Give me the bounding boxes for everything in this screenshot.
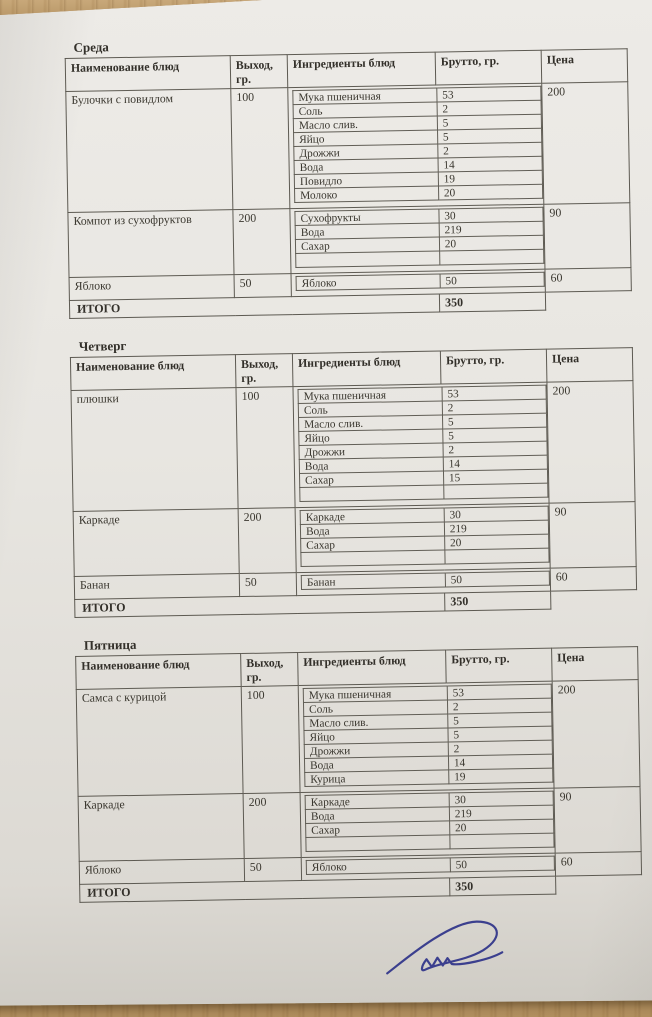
dish-name-cell: Яблоко	[79, 859, 244, 885]
ingredient-name-cell: Дрожжи	[304, 742, 448, 759]
dish-name-cell: Булочки с повидлом	[66, 89, 233, 213]
ingredient-name-cell: Яйцо	[299, 429, 443, 446]
ingredient-brutto-cell: 5	[437, 128, 541, 144]
dish-price-cell: 60	[550, 567, 636, 591]
ingredient-brutto-cell: 20	[439, 235, 543, 251]
day-title: Среда	[73, 39, 109, 55]
ingredient-row	[305, 768, 553, 786]
ingredient-name-cell: Масло слив.	[304, 714, 448, 731]
dish-output-cell: 100	[231, 88, 290, 210]
ingredients-group-cell	[298, 681, 554, 792]
dish-name-cell: Каркаде	[73, 509, 239, 577]
dish-output-cell: 200	[243, 793, 301, 859]
dish-price-cell: 200	[552, 680, 640, 788]
col-header-ingredients: Ингредиенты блюд	[298, 650, 447, 686]
handwritten-signature	[374, 908, 528, 990]
dish-row	[73, 502, 636, 577]
ingredient-brutto-cell: 5	[437, 114, 541, 130]
ingredient-brutto-cell: 2	[438, 142, 542, 158]
ingredient-name-cell: Вода	[299, 457, 443, 474]
document-content	[64, 31, 643, 924]
ingredient-row	[296, 272, 544, 290]
ingredient-name-cell: Вода	[295, 223, 439, 240]
ingredient-name-cell: Мука пшеничная	[298, 387, 442, 404]
ingredients-group-cell	[293, 382, 549, 507]
dish-price-cell: 200	[542, 82, 630, 204]
ingredient-name-cell: Каркаде	[300, 508, 444, 525]
dish-output-cell: 50	[244, 858, 301, 882]
ingredient-row	[306, 833, 554, 851]
dish-name-cell: Компот из сухофруктов	[68, 210, 234, 278]
ingredient-brutto-cell: 53	[442, 385, 546, 401]
ingredient-brutto-cell: 2	[437, 100, 541, 116]
ingredient-row	[300, 483, 548, 501]
dish-row	[78, 787, 641, 862]
dish-output-cell: 100	[241, 686, 300, 794]
col-header-name: Наименование блюд	[70, 355, 236, 391]
ingredient-brutto-cell: 219	[439, 221, 543, 237]
signature-ink-icon	[374, 908, 528, 990]
ingredients-subtable	[306, 856, 555, 875]
ingredient-brutto-cell: 219	[449, 805, 553, 821]
ingredients-subtable	[305, 791, 555, 852]
col-header-ingredients: Ингредиенты блюд	[292, 351, 441, 387]
col-header-name: Наименование блюд	[65, 56, 231, 92]
col-header-output-line2: гр.	[246, 669, 262, 684]
ingredients-group-cell	[290, 204, 545, 273]
ingredients-subtable	[296, 272, 545, 291]
ingredient-brutto-cell: 53	[447, 684, 551, 700]
ingredient-brutto-cell: 5	[448, 726, 552, 742]
ingredient-brutto-cell: 15	[443, 469, 547, 485]
dish-price-cell: 90	[549, 502, 636, 568]
menu-table-body	[71, 381, 637, 618]
dish-output-cell: 50	[234, 274, 291, 298]
ingredient-name-cell: Яблоко	[306, 858, 450, 875]
dish-output-cell: 50	[239, 573, 296, 597]
ingredient-brutto-cell: 19	[438, 170, 542, 186]
dish-row	[66, 82, 630, 213]
ingredient-brutto-cell: 14	[443, 455, 547, 471]
ingredients-subtable	[303, 684, 554, 787]
ingredient-name-cell: Мука пшеничная	[303, 686, 447, 703]
col-header-output-line2: гр.	[241, 370, 257, 386]
ingredient-name-cell: Яйцо	[304, 728, 448, 745]
dish-price-cell: 90	[554, 787, 641, 853]
dish-name-cell: Яблоко	[69, 275, 234, 301]
ingredient-brutto-cell: 30	[439, 207, 543, 223]
ingredient-name-cell	[301, 550, 445, 567]
ingredient-brutto-cell: 2	[443, 441, 547, 457]
dish-name-cell: Каркаде	[78, 794, 244, 862]
ingredient-brutto-cell: 5	[448, 712, 552, 728]
dish-output-cell: 100	[236, 387, 295, 509]
ingredient-name-cell: Яблоко	[296, 274, 440, 291]
ingredient-name-cell: Дрожжи	[299, 443, 443, 460]
dish-price-cell: 200	[547, 381, 635, 503]
ingredients-subtable	[300, 506, 550, 567]
ingredient-brutto-cell: 20	[449, 819, 553, 835]
menu-table	[70, 347, 637, 618]
dish-row	[71, 381, 635, 512]
ingredient-name-cell: Соль	[293, 102, 437, 119]
col-header-price: Цена	[546, 348, 633, 382]
menu-table-body	[76, 680, 642, 903]
ingredient-name-cell: Вода	[304, 756, 448, 773]
col-header-output	[241, 653, 299, 687]
ingredient-name-cell: Курица	[305, 770, 449, 787]
day-block	[75, 629, 644, 903]
ingredient-name-cell: Сахар	[301, 536, 445, 553]
ingredient-brutto-cell: 50	[450, 856, 554, 872]
ingredient-row	[301, 571, 549, 589]
ingredient-brutto-cell	[444, 483, 548, 499]
day-title: Пятница	[83, 636, 137, 653]
day-title: Четверг	[78, 338, 127, 354]
ingredient-brutto-cell	[445, 548, 549, 564]
menu-table	[75, 646, 642, 903]
dish-output-cell: 200	[238, 508, 296, 574]
ingredient-brutto-cell: 20	[444, 534, 548, 550]
ingredient-name-cell: Масло слив.	[293, 116, 437, 133]
ingredient-name-cell: Соль	[303, 700, 447, 717]
ingredient-brutto-cell: 2	[447, 698, 551, 714]
total-value-cell: 350	[450, 876, 556, 896]
ingredient-name-cell: Вода	[294, 158, 438, 175]
total-value-cell: 350	[439, 292, 545, 312]
dish-name-cell: плюшки	[71, 388, 238, 512]
dish-price-cell: 90	[544, 203, 631, 269]
ingredient-name-cell: Сахар	[299, 471, 443, 488]
ingredient-row	[295, 184, 543, 202]
total-label-cell: ИТОГО	[69, 294, 439, 318]
ingredient-name-cell: Каркаде	[305, 793, 449, 810]
ingredient-name-cell	[296, 251, 440, 268]
day-block	[70, 330, 639, 618]
ingredient-name-cell: Дрожжи	[294, 144, 438, 161]
ingredient-brutto-cell: 53	[437, 86, 541, 102]
ingredient-name-cell: Яйцо	[294, 130, 438, 147]
dish-price-cell: 60	[555, 852, 641, 876]
ingredient-brutto-cell: 14	[448, 754, 552, 770]
ingredient-brutto-cell: 30	[449, 791, 553, 807]
col-header-brutto: Брутто, гр.	[435, 50, 542, 85]
ingredient-name-cell	[300, 485, 444, 502]
ingredient-brutto-cell: 20	[438, 184, 542, 200]
col-header-output-line1: Выход,	[240, 356, 279, 372]
ingredient-name-cell: Сахар	[295, 237, 439, 254]
ingredient-brutto-cell	[439, 249, 543, 265]
ingredient-name-cell: Масло слив.	[299, 415, 443, 432]
col-header-price: Цена	[541, 49, 628, 83]
col-header-output-line1: Выход,	[235, 57, 273, 73]
dish-output-cell: 200	[233, 209, 291, 275]
dish-name-cell: Самса с курицой	[76, 687, 243, 797]
dish-row	[68, 203, 631, 278]
ingredient-brutto-cell: 30	[444, 506, 548, 522]
ingredient-name-cell: Вода	[300, 522, 444, 539]
ingredient-row	[306, 856, 554, 874]
col-header-brutto: Брутто, гр.	[446, 648, 553, 683]
ingredients-subtable	[298, 385, 549, 502]
total-label-cell: ИТОГО	[80, 878, 450, 902]
col-header-name: Наименование блюд	[76, 654, 242, 690]
ingredients-group-cell	[300, 788, 555, 857]
ingredients-group-cell	[295, 503, 550, 572]
col-header-brutto: Брутто, гр.	[440, 349, 547, 384]
col-header-price: Цена	[552, 647, 639, 681]
ingredient-row	[296, 249, 544, 267]
ingredients-group-cell	[288, 83, 544, 208]
dish-name-cell: Банан	[74, 574, 239, 600]
dish-row	[76, 680, 640, 797]
ingredient-name-cell: Вода	[305, 807, 449, 824]
ingredient-brutto-cell: 50	[440, 272, 544, 288]
ingredient-name-cell	[306, 835, 450, 852]
ingredient-name-cell: Молоко	[295, 186, 439, 203]
ingredient-brutto-cell: 14	[438, 156, 542, 172]
menu-table-body	[66, 82, 632, 319]
ingredient-brutto-cell: 2	[448, 740, 552, 756]
col-header-ingredients: Ингредиенты блюд	[287, 52, 436, 88]
ingredients-subtable	[294, 207, 544, 268]
ingredient-name-cell: Сухофрукты	[295, 209, 439, 226]
ingredient-name-cell: Мука пшеничная	[293, 88, 437, 105]
ingredient-row	[301, 548, 549, 566]
ingredients-subtable	[292, 86, 543, 203]
ingredients-subtable	[301, 571, 550, 590]
ingredient-name-cell: Банан	[301, 573, 445, 590]
ingredient-brutto-cell: 50	[445, 571, 549, 587]
col-header-output-line2: гр.	[235, 71, 252, 87]
col-header-output-line1: Выход,	[246, 655, 284, 670]
menu-table	[65, 48, 632, 319]
ingredient-brutto-cell: 2	[442, 399, 546, 415]
total-value-cell: 350	[445, 591, 551, 611]
ingredient-name-cell: Повидло	[294, 172, 438, 189]
dish-price-cell: 60	[545, 268, 631, 292]
col-header-output	[230, 55, 288, 89]
col-header-output	[235, 354, 293, 388]
day-block	[64, 31, 633, 319]
ingredient-brutto-cell: 19	[449, 768, 553, 784]
ingredient-name-cell: Соль	[298, 401, 442, 418]
total-label-cell: ИТОГО	[75, 593, 445, 617]
ingredient-brutto-cell	[450, 833, 554, 849]
ingredient-brutto-cell: 219	[444, 520, 548, 536]
ingredient-brutto-cell: 5	[442, 413, 546, 429]
ingredient-name-cell: Сахар	[306, 821, 450, 838]
ingredient-brutto-cell: 5	[443, 427, 547, 443]
